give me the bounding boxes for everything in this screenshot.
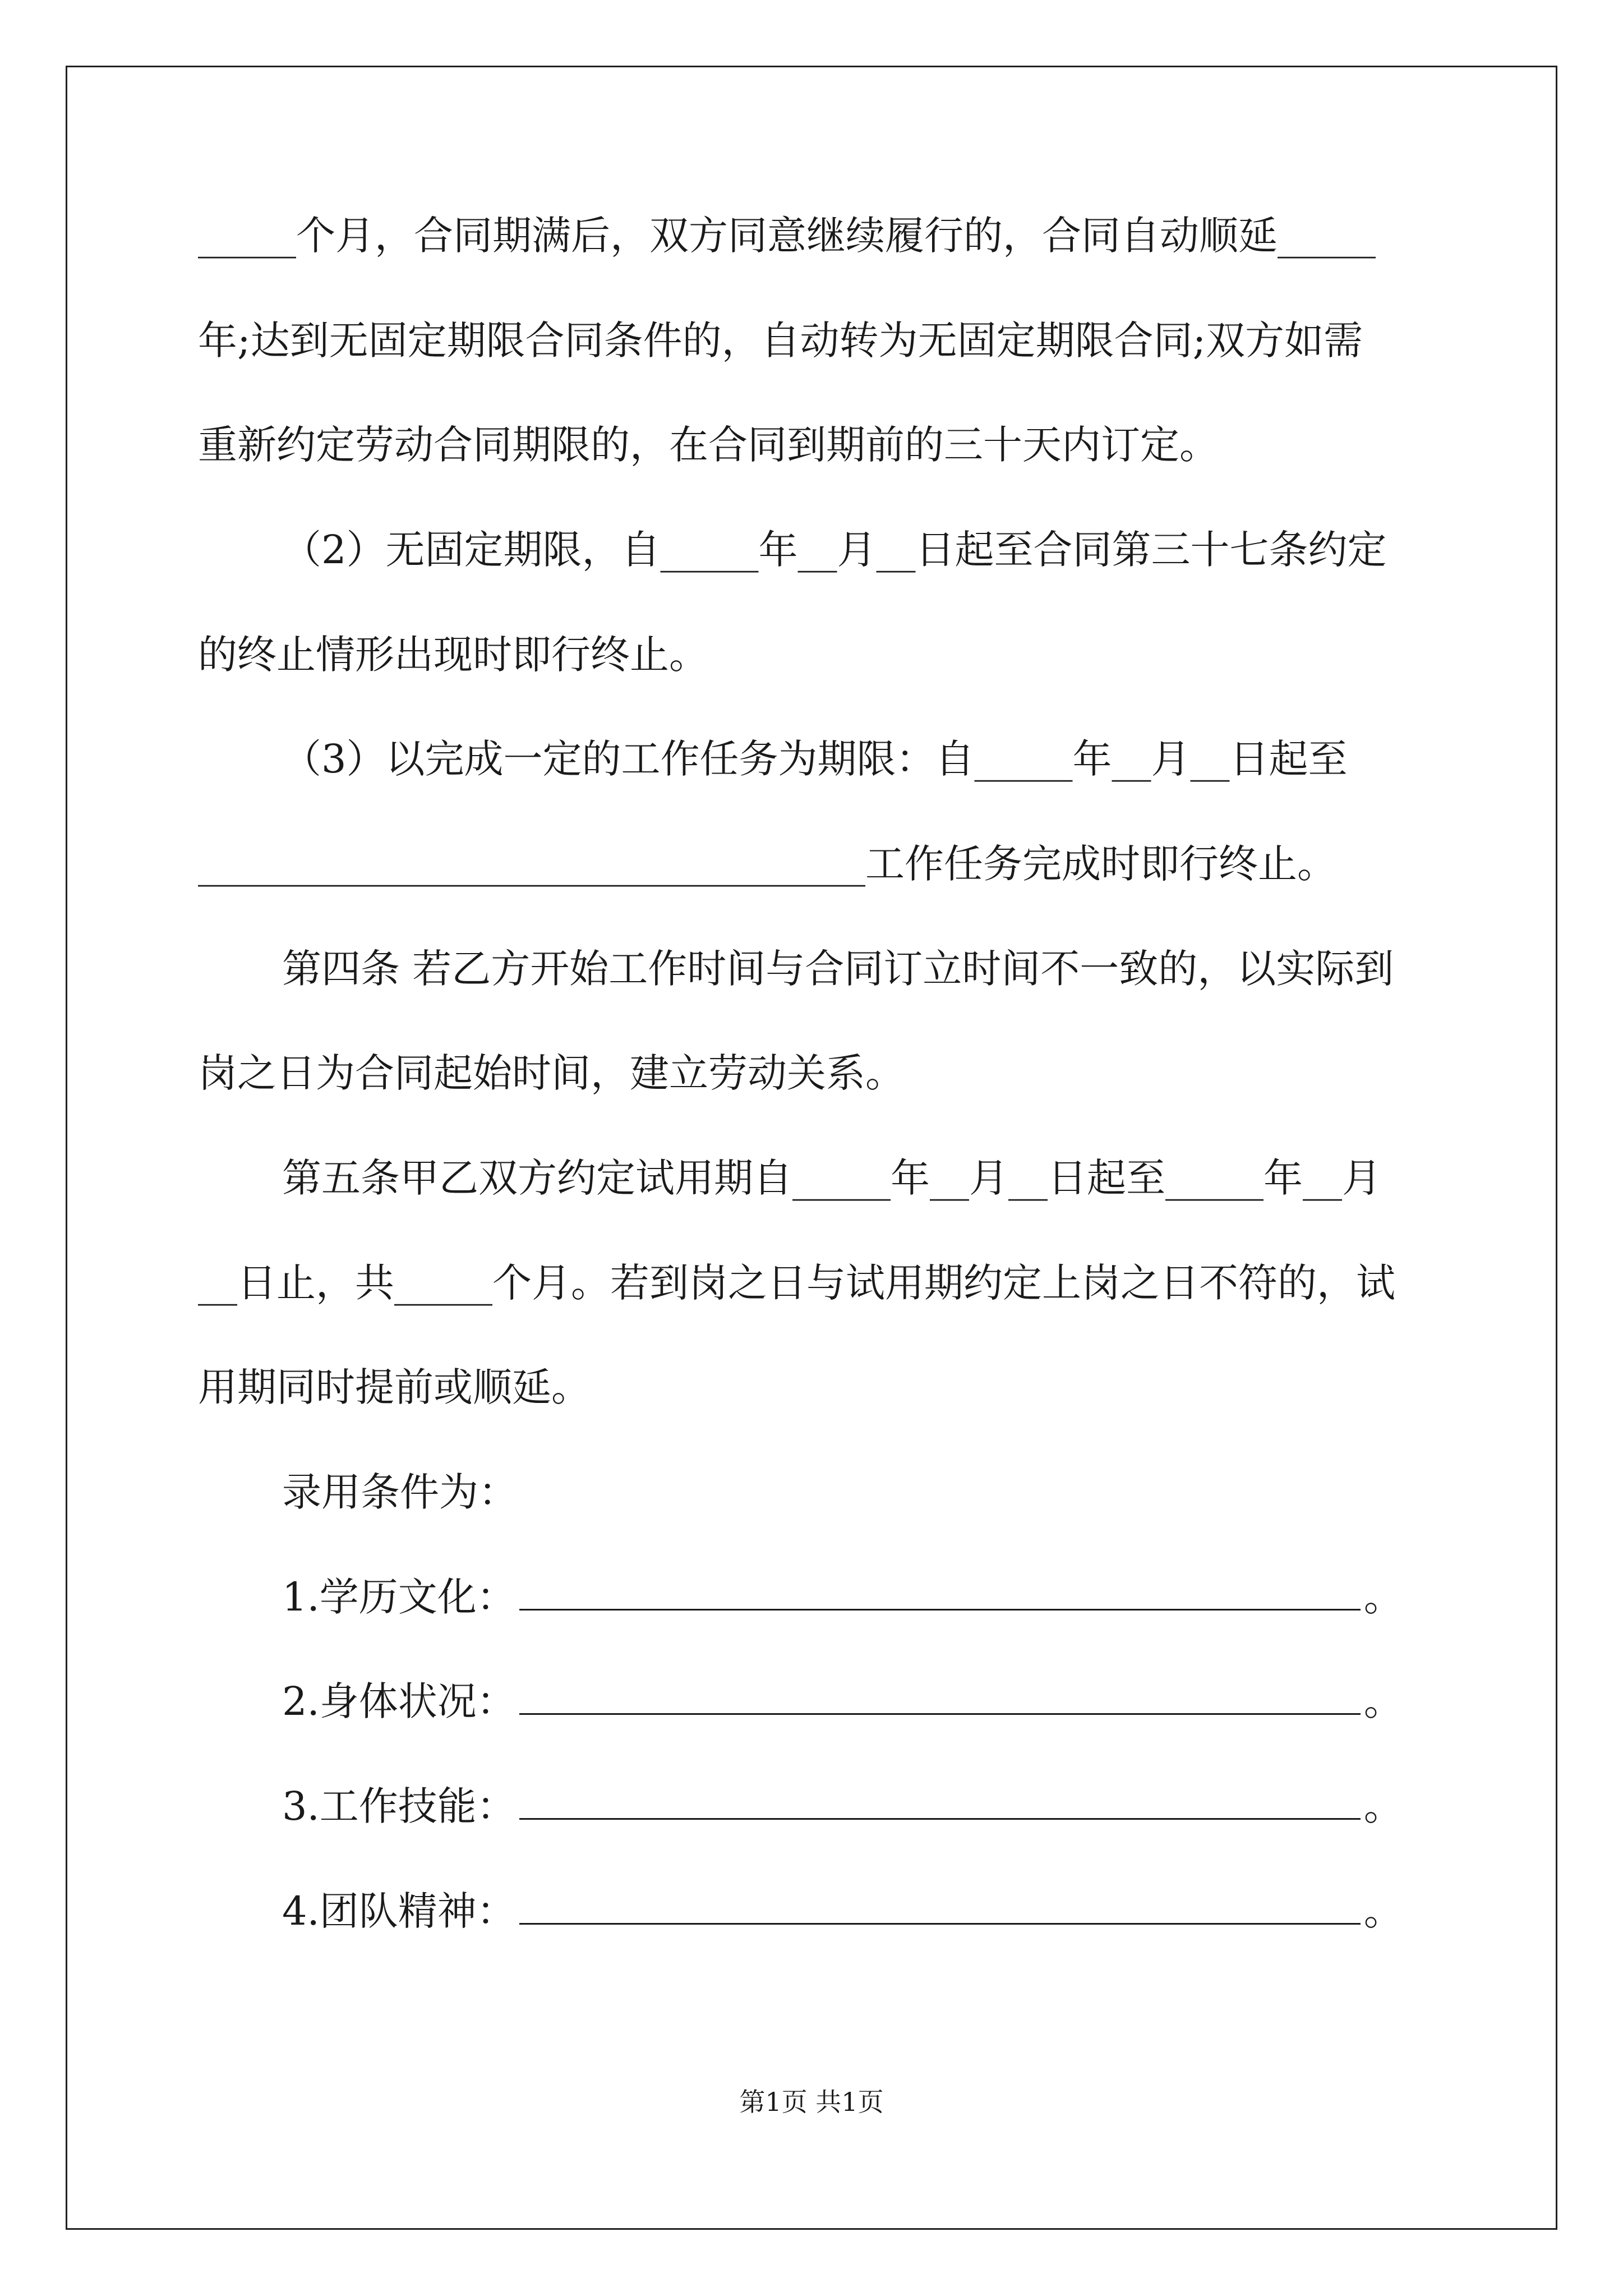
paragraph-line: 第四条 若乙方开始工作时间与合同订立时间不一致的，以实际到 bbox=[282, 946, 1394, 992]
condition-item bbox=[282, 1569, 1403, 1625]
paragraph-line: 岗之日为合同起始时间，建立劳动关系。 bbox=[198, 1050, 905, 1096]
paragraph-line: 用期同时提前或顺延。 bbox=[198, 1364, 591, 1410]
paragraph-line: _____个月，合同期满后，双方同意继续履行的，合同自动顺延_____ bbox=[198, 213, 1376, 259]
condition-label: 3.工作技能： bbox=[282, 1783, 516, 1829]
condition-end: 。 bbox=[1363, 1783, 1403, 1829]
fill-in-blank bbox=[519, 1674, 1361, 1715]
condition-end: 。 bbox=[1363, 1678, 1403, 1724]
condition-label: 1.学历文化： bbox=[282, 1574, 516, 1620]
paragraph-line: __________________________________工作任务完成时即行终止。 bbox=[198, 841, 1336, 887]
paragraph-line: __日止，共_____个月。若到岗之日与试用期约定上岗之日不符的，试 bbox=[198, 1260, 1395, 1306]
condition-label: 2.身体状况： bbox=[282, 1678, 516, 1724]
condition-end: 。 bbox=[1363, 1888, 1403, 1934]
fill-in-blank bbox=[519, 1570, 1361, 1611]
fill-in-blank bbox=[519, 1884, 1361, 1925]
page-footer: 第1页 共1页 bbox=[739, 2087, 884, 2117]
condition-item bbox=[282, 1883, 1403, 1939]
paragraph-line: 年;达到无固定期限合同条件的，自动转为无固定期限合同;双方如需 bbox=[198, 318, 1363, 364]
paragraph-line: 重新约定劳动合同期限的，在合同到期前的三十天内订定。 bbox=[198, 422, 1219, 468]
condition-label: 4.团队精神： bbox=[282, 1888, 516, 1934]
fill-in-blank bbox=[519, 1779, 1361, 1820]
condition-end: 。 bbox=[1363, 1574, 1403, 1620]
condition-item bbox=[282, 1673, 1403, 1729]
paragraph-line: 第五条甲乙双方约定试用期自_____年__月__日起至_____年__月 bbox=[282, 1155, 1381, 1201]
paragraph-line: （2）无固定期限，自_____年__月__日起至合同第三十七条约定 bbox=[282, 527, 1387, 573]
paragraph-line: 录用条件为： bbox=[282, 1469, 518, 1515]
paragraph-line: 的终止情形出现时即行终止。 bbox=[198, 632, 708, 678]
condition-item bbox=[282, 1778, 1403, 1834]
paragraph-line: （3）以完成一定的工作任务为期限：自_____年__月__日起至 bbox=[282, 736, 1348, 782]
